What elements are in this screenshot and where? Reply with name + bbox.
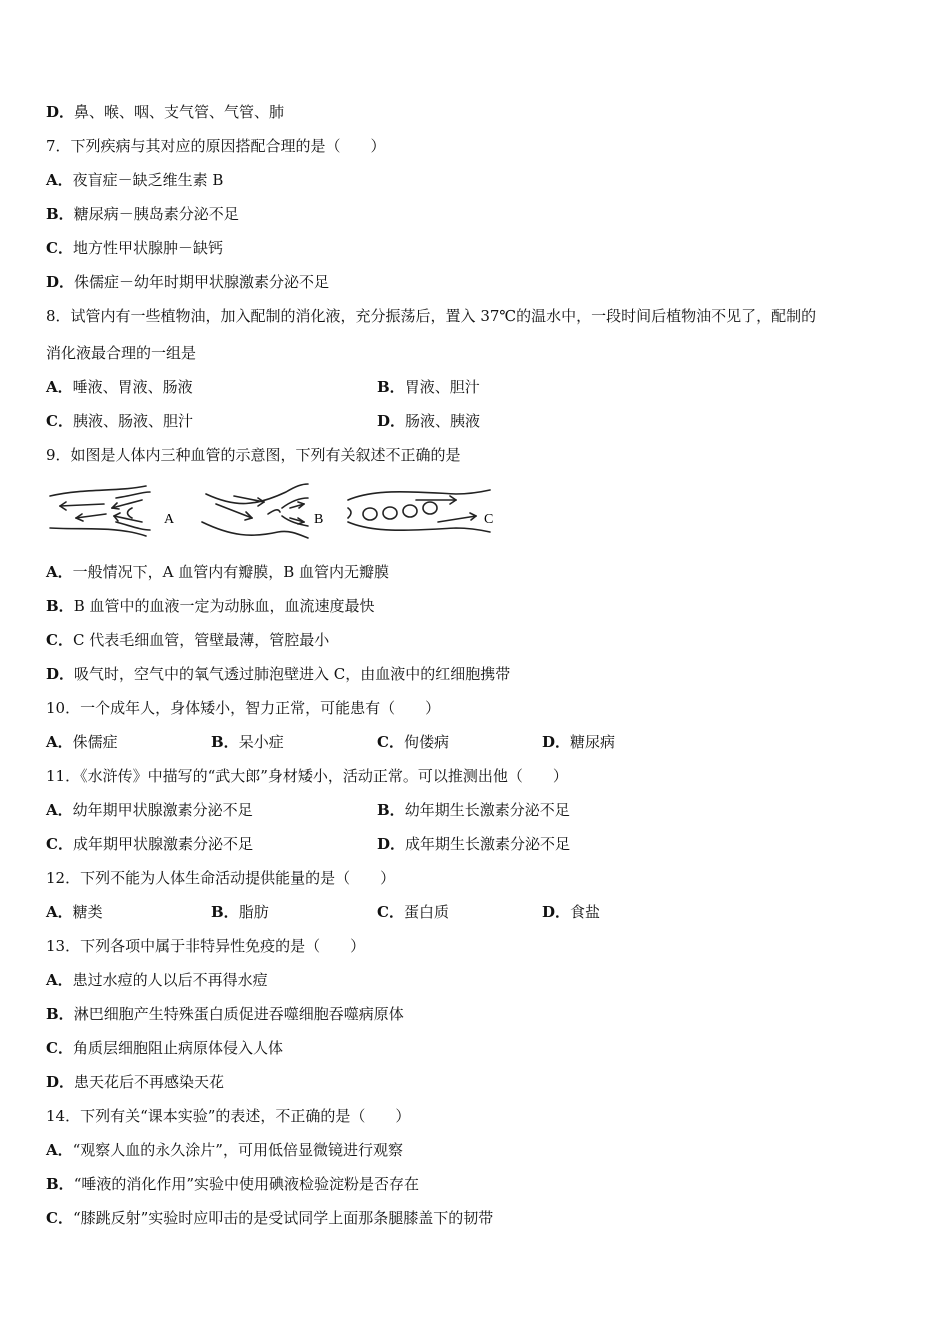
q14-option-b: B．“唾液的消化作用”实验中使用碘液检验淀粉是否存在 bbox=[46, 1175, 420, 1193]
q10-stem: 10．一个成年人，身体矮小，智力正常，可能患有（ ） bbox=[46, 699, 441, 717]
q7-stem: 7．下列疾病与其对应的原因搭配合理的是（ ） bbox=[46, 137, 386, 155]
label-c: C bbox=[484, 512, 494, 527]
label-b: B bbox=[314, 512, 324, 527]
q9-option-c: C．C 代表毛细血管，管壁最薄，管腔最小 bbox=[46, 631, 330, 649]
q13-option-c: C．角质层细胞阻止病原体侵入人体 bbox=[46, 1039, 283, 1057]
vessel-c bbox=[348, 490, 490, 532]
label-a: A bbox=[164, 512, 175, 527]
q14-option-c: C．“膝跳反射”实验时应叩击的是受试同学上面那条腿膝盖下的韧带 bbox=[46, 1209, 494, 1227]
q10-option-a: A．侏儒症 bbox=[46, 733, 118, 751]
q12-option-a: A．糖类 bbox=[46, 903, 103, 921]
q10-option-b: B．呆小症 bbox=[211, 733, 284, 751]
q8-stem-cont: 消化液最合理的一组是 bbox=[46, 344, 197, 362]
q13-option-d: D．患天花后不再感染天花 bbox=[46, 1073, 225, 1091]
q12-option-c: C．蛋白质 bbox=[377, 903, 449, 921]
q13-stem: 13．下列各项中属于非特异性免疫的是（ ） bbox=[46, 937, 366, 955]
q13-option-b: B．淋巴细胞产生特殊蛋白质促进吞噬细胞吞噬病原体 bbox=[46, 1005, 404, 1023]
q12-option-b: B．脂肪 bbox=[211, 903, 269, 921]
q9-option-b: B．B 血管中的血液一定为动脉血，血流速度最快 bbox=[46, 597, 375, 615]
q8-stem: 8．试管内有一些植物油，加入配制的消化液，充分振荡后，置入 37℃的温水中，一段时间后植物油不见了，配制的 bbox=[46, 307, 817, 325]
q7-option-a: A．夜盲症－缺乏维生素 B bbox=[46, 171, 224, 189]
q9-option-d: D．吸气时，空气中的氧气透过肺泡壁进入 C，由血液中的红细胞携带 bbox=[46, 665, 511, 683]
q11-option-b: B．幼年期生长激素分泌不足 bbox=[377, 801, 570, 819]
q10-option-d: D．糖尿病 bbox=[542, 733, 616, 751]
q11-option-c: C．成年期甲状腺激素分泌不足 bbox=[46, 835, 253, 853]
q14-option-a: A．“观察人血的永久涂片”，可用低倍显微镜进行观察 bbox=[46, 1141, 403, 1159]
q9-option-a: A．一般情况下，A 血管内有瓣膜，B 血管内无瓣膜 bbox=[46, 563, 390, 581]
q7-option-b: B．糖尿病－胰岛素分泌不足 bbox=[46, 205, 239, 223]
q8-option-d: D．肠液、胰液 bbox=[377, 412, 481, 430]
vessel-b bbox=[202, 484, 308, 538]
q11-stem: 11．《水浒传》中描写的“武大郎”身材矮小，活动正常。可以推测出他（ ） bbox=[46, 767, 568, 785]
q8-option-c: C．胰液、肠液、胆汁 bbox=[46, 412, 193, 430]
q12-stem: 12．下列不能为人体生命活动提供能量的是（ ） bbox=[46, 869, 396, 887]
q12-option-d: D．食盐 bbox=[542, 903, 601, 921]
q8-option-a: A．唾液、胃液、肠液 bbox=[46, 378, 193, 396]
q9-stem: 9．如图是人体内三种血管的示意图，下列有关叙述不正确的是 bbox=[46, 446, 461, 464]
q11-option-a: A．幼年期甲状腺激素分泌不足 bbox=[46, 801, 253, 819]
q7-option-c: C．地方性甲状腺肿－缺钙 bbox=[46, 239, 223, 257]
q13-option-a: A．患过水痘的人以后不再得水痘 bbox=[46, 971, 268, 989]
vessel-a bbox=[50, 486, 150, 536]
blood-vessel-diagram bbox=[46, 478, 506, 544]
q10-option-c: C．佝偻病 bbox=[377, 733, 449, 751]
q8-option-b: B．胃液、胆汁 bbox=[377, 378, 480, 396]
q14-stem: 14．下列有关“课本实验”的表述，不正确的是（ ） bbox=[46, 1107, 411, 1125]
blood-vessel-svg bbox=[46, 478, 506, 544]
q11-option-d: D．成年期生长激素分泌不足 bbox=[377, 835, 571, 853]
q6-option-d: D．鼻、喉、咽、支气管、气管、肺 bbox=[46, 103, 285, 121]
q7-option-d: D．侏儒症－幼年时期甲状腺激素分泌不足 bbox=[46, 273, 330, 291]
